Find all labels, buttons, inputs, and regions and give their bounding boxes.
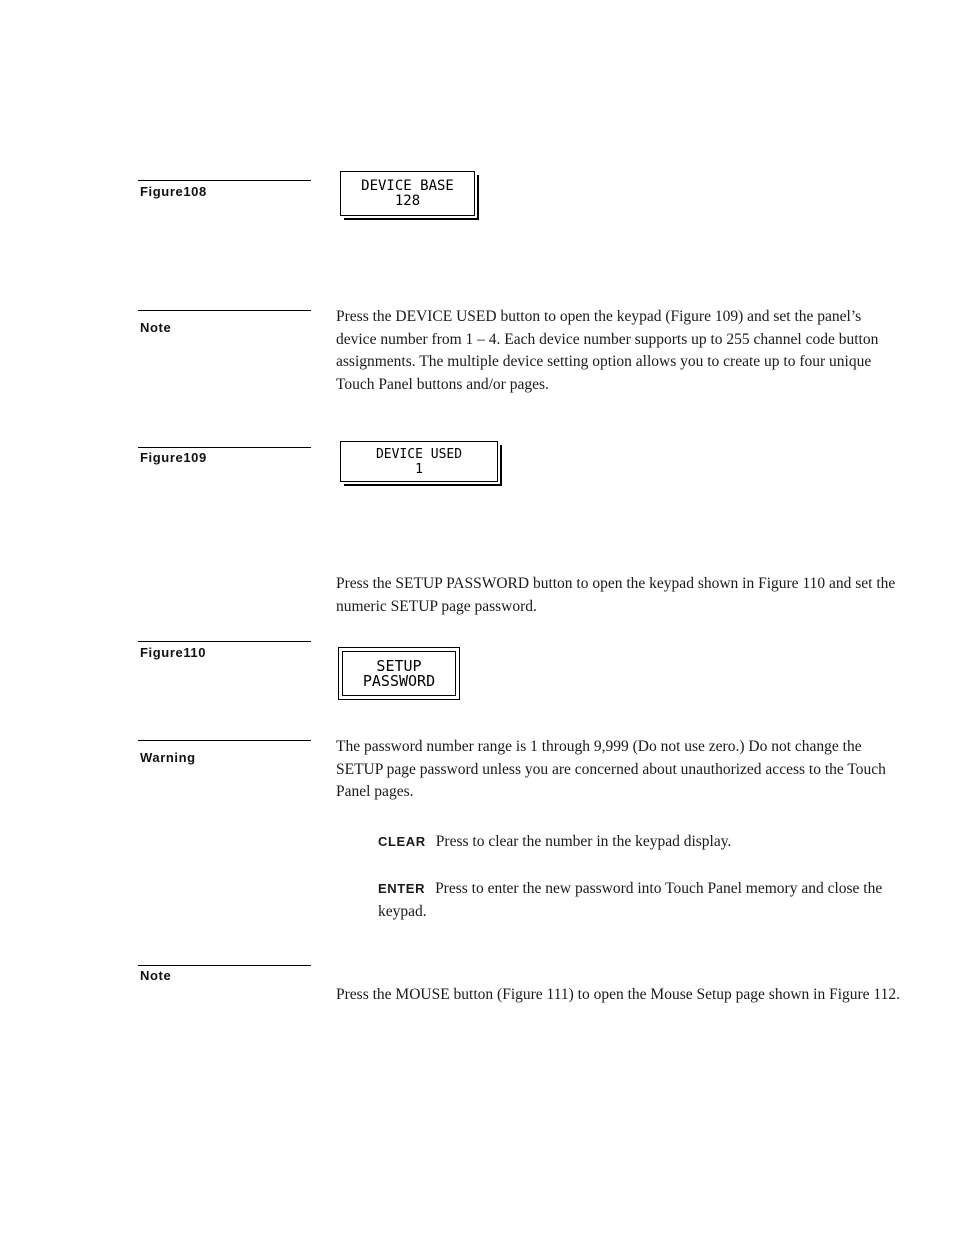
device-base-button-value: 128: [394, 192, 421, 209]
mouse-text: Press the MOUSE button (Figure 111) to open the Mouse Setup page shown in Figure 112.: [336, 986, 900, 1003]
mouse-paragraph: [336, 984, 902, 1007]
device-used-paragraph: [336, 306, 902, 396]
note2-label: Note: [140, 968, 172, 983]
setup-password-paragraph: [336, 573, 902, 618]
device-base-button-label: DEVICE BASE: [361, 177, 454, 194]
figure109-label: Figure109: [140, 450, 207, 465]
device-used-button[interactable]: [340, 441, 498, 482]
note1-label: Note: [140, 320, 172, 335]
note2-rule: [138, 965, 311, 966]
figure108-rule: [138, 180, 311, 181]
device-used-button-label: DEVICE USED: [375, 446, 463, 462]
figure110-rule: [138, 641, 311, 642]
enter-key-term: ENTER: [378, 881, 426, 896]
enter-key-item: [378, 878, 902, 923]
password-range-text: The password number range is 1 through 9,999 (Do not use zero.) Do not change the SETUP page password unless you are concerned about unauthorized access to the Touch Panel pages.: [336, 738, 886, 800]
figure110-label: Figure110: [140, 645, 207, 660]
device-used-text: Press the DEVICE USED button to open the keypad (Figure 109) and set the panel’s device number from 1 – 4. Each device number supports up to 255 channel code button assignments. The multiple device setting option allows you to create up to four unique Touch Panel buttons and/or pages.: [336, 308, 879, 393]
clear-key-item: [378, 831, 902, 854]
device-used-button-value: 1: [415, 461, 423, 477]
password-range-paragraph: [336, 736, 902, 804]
setup-password-button-line1: SETUP: [376, 656, 422, 675]
device-base-button[interactable]: [340, 171, 475, 216]
setup-password-button-line2: PASSWORD: [362, 671, 436, 690]
setup-password-text: Press the SETUP PASSWORD button to open the keypad shown in Figure 110 and set the numeric SETUP page password.: [336, 575, 896, 615]
note1-rule: [138, 310, 311, 311]
figure108-label: Figure108: [140, 184, 207, 199]
warning-rule: [138, 740, 311, 741]
warning-label: Warning: [140, 750, 196, 765]
setup-password-button[interactable]: [338, 647, 460, 700]
clear-key-desc: Press to clear the number in the keypad display.: [435, 833, 732, 850]
clear-key-term: CLEAR: [378, 834, 426, 849]
figure109-rule: [138, 447, 311, 448]
enter-key-description: [378, 878, 902, 923]
clear-key-description: [378, 831, 902, 854]
enter-key-desc: Press to enter the new password into Touch Panel memory and close the keypad.: [378, 880, 883, 920]
